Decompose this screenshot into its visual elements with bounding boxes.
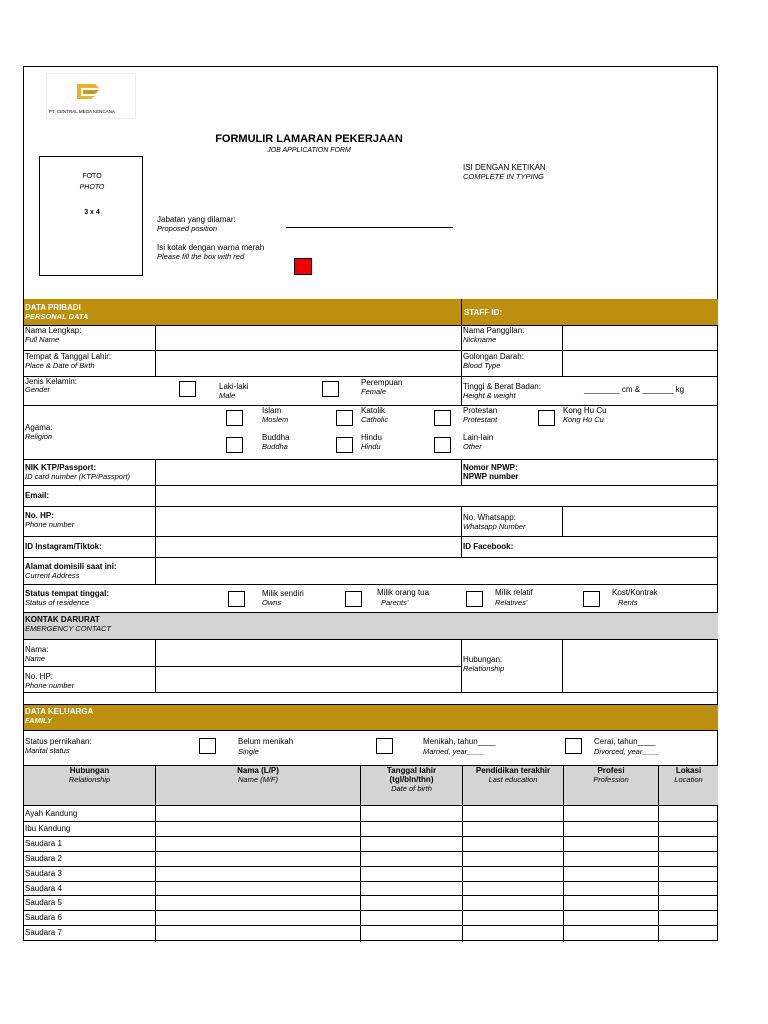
family-row-cell[interactable] xyxy=(361,881,462,895)
col-location-label-en: Location xyxy=(674,775,703,784)
col-profession-label: Profesi xyxy=(597,766,625,775)
gender-label: Jenis Kelamin: xyxy=(25,377,78,386)
family-row-cell[interactable] xyxy=(156,836,360,850)
height-weight-field[interactable]: ________ cm & _______ kg xyxy=(584,385,685,394)
nickname-label-en: Nickname xyxy=(463,335,497,344)
religion-protestan-checkbox[interactable] xyxy=(434,410,451,426)
family-row-cell[interactable] xyxy=(659,925,718,939)
photo-size: 3 x 4 xyxy=(84,209,100,216)
marital-married-label: Menikah, tahun____ xyxy=(423,737,496,746)
religion-konghucu-label-en: Kong Hu Cu xyxy=(563,415,604,424)
emergency-phone-label-en: Phone number xyxy=(25,681,75,690)
family-row-cell[interactable] xyxy=(361,866,462,880)
family-row-cell[interactable] xyxy=(156,806,360,820)
family-row-label: Saudara 5 xyxy=(25,898,62,908)
gender-male-checkbox[interactable] xyxy=(179,381,196,397)
marital-single-label: Belum menikah xyxy=(238,737,294,746)
gender-female-checkbox[interactable] xyxy=(322,381,339,397)
family-row-cell[interactable] xyxy=(156,925,360,939)
photo-label: FOTO xyxy=(82,173,102,180)
religion-protestan-label: Protestan xyxy=(463,406,498,415)
family-row-cell[interactable] xyxy=(361,821,462,835)
staff-id-label: STAFF ID: xyxy=(464,308,503,317)
full-name-label: Nama Lengkap: xyxy=(25,326,82,335)
gender-label-en: Gender xyxy=(25,385,51,394)
family-row-cell[interactable] xyxy=(659,910,718,924)
phone-label-en: Phone number xyxy=(25,520,75,529)
whatsapp-label-en: Whatsapp Number xyxy=(463,522,526,531)
family-row-cell[interactable] xyxy=(463,836,563,850)
emergency-phone-field[interactable] xyxy=(156,667,461,692)
personal-header-label-en: PERSONAL DATA xyxy=(25,312,89,321)
residence-rents-checkbox[interactable] xyxy=(583,591,600,607)
religion-buddha-label: Buddha xyxy=(262,433,290,442)
emergency-name-label-en: Name xyxy=(25,654,46,663)
col-relationship-label-en: Relationship xyxy=(68,775,111,784)
family-row-label: Saudara 7 xyxy=(25,928,62,938)
religion-hindu-checkbox[interactable] xyxy=(336,437,353,453)
family-row-cell[interactable] xyxy=(564,851,658,865)
religion-other-label: Lain-lain xyxy=(463,433,494,442)
family-row-cell[interactable] xyxy=(361,925,462,939)
family-header-label-en: FAMILY xyxy=(25,716,52,725)
family-row-cell[interactable] xyxy=(361,806,462,820)
residence-own-label: Milik sendiri xyxy=(262,589,304,598)
red-box-note-en: Please fill the box with red xyxy=(157,252,245,261)
col-location xyxy=(659,766,718,784)
col-birthdate xyxy=(361,766,462,793)
residence-label-en: Status of residence xyxy=(25,598,90,607)
residence-rents-label-en: Rents xyxy=(618,598,638,607)
instagram-field[interactable] xyxy=(156,537,461,557)
family-row-cell[interactable] xyxy=(463,866,563,880)
residence-parents-label: Milik orang tua xyxy=(377,588,430,597)
typing-note-en: COMPLETE IN TYPING xyxy=(463,172,544,181)
form-title: FORMULIR LAMARAN PEKERJAAN xyxy=(215,133,403,145)
family-row-cell[interactable] xyxy=(463,925,563,939)
family-row-label: Saudara 3 xyxy=(25,868,62,878)
family-row-cell[interactable] xyxy=(361,836,462,850)
npwp-field[interactable] xyxy=(462,460,718,485)
religion-katolik-checkbox[interactable] xyxy=(336,410,353,426)
gender-female-label: Perempuan xyxy=(361,378,403,387)
nickname-label: Nama Panggilan: xyxy=(463,326,525,335)
photo-box[interactable] xyxy=(39,156,143,276)
family-row-cell[interactable] xyxy=(564,895,658,909)
whatsapp-field[interactable] xyxy=(563,507,718,536)
blood-field[interactable] xyxy=(563,351,718,376)
family-data-header xyxy=(24,704,718,730)
col-relationship-label: Hubungan xyxy=(69,766,110,775)
position-input-line[interactable] xyxy=(286,227,453,228)
family-row-cell[interactable] xyxy=(659,851,718,865)
family-row-cell[interactable] xyxy=(564,821,658,835)
family-row-cell[interactable] xyxy=(463,851,563,865)
family-row-cell[interactable] xyxy=(156,910,360,924)
religion-konghucu-checkbox[interactable] xyxy=(538,410,555,426)
religion-konghucu-label: Kong Hu Cu xyxy=(563,406,607,415)
religion-islam-label: Islam xyxy=(262,406,282,415)
col-name-label: Nama (L/P) xyxy=(237,766,279,775)
emergency-relationship-label: Hubungan: xyxy=(463,655,503,664)
residence-parents-checkbox[interactable] xyxy=(345,591,362,607)
religion-label-en: Religion xyxy=(25,432,53,441)
emergency-contact-header xyxy=(24,613,718,639)
family-row-cell[interactable] xyxy=(659,866,718,880)
religion-hindu-label-en: Hindu xyxy=(361,442,381,451)
red-sample-box xyxy=(294,258,312,275)
application-form xyxy=(23,66,718,941)
marital-label: Status pernikahan: xyxy=(25,737,92,746)
npwp-label-en: NPWP number xyxy=(463,472,519,481)
family-row-label: Ayah Kandung xyxy=(25,809,78,818)
residence-relatives-label: Milik relatif xyxy=(495,588,533,597)
family-row-cell[interactable] xyxy=(156,851,360,865)
emergency-name-label: Nama: xyxy=(25,645,49,654)
nickname-field[interactable] xyxy=(563,326,718,350)
facebook-label: ID Facebook: xyxy=(463,542,514,551)
address-label: Alamat domisili saat ini: xyxy=(25,562,117,571)
col-location-label: Lokasi xyxy=(675,766,702,775)
red-box-note: Isi kotak dengan warna merah xyxy=(157,243,265,252)
instagram-label: ID Instagram/Tiktok: xyxy=(25,542,102,551)
birth-label-en: Place & Date of Birth xyxy=(25,361,95,370)
residence-rents-label: Kost/Kontrak xyxy=(612,588,658,597)
birth-field[interactable] xyxy=(156,351,461,376)
emergency-name-field[interactable] xyxy=(156,640,461,666)
typing-note: ISI DENGAN KETIKAN xyxy=(463,163,546,172)
position-label: Jabatan yang dilamar: xyxy=(157,215,236,224)
family-row-cell[interactable] xyxy=(156,895,360,909)
marital-divorced-label: Cerai, tahun____ xyxy=(594,737,656,746)
col-name xyxy=(156,766,360,784)
family-row-cell[interactable] xyxy=(361,910,462,924)
height-weight-label-en: Height & weight xyxy=(463,391,516,400)
family-row-cell[interactable] xyxy=(659,806,718,820)
family-row-label: Saudara 4 xyxy=(25,883,62,893)
npwp-label: Nomor NPWP: xyxy=(463,463,518,472)
marital-single-label-en: Single xyxy=(238,747,259,756)
religion-katolik-label-en: Catholic xyxy=(361,415,389,424)
col-birthdate-label: Tanggal lahir (tgl/bln/thn) xyxy=(386,766,437,784)
residence-own-label-en: Owns xyxy=(262,598,282,607)
position-label-en: Proposed position xyxy=(157,224,218,233)
blood-label: Golongan Darah: xyxy=(463,352,524,361)
facebook-field[interactable] xyxy=(462,537,718,557)
family-row-label: Saudara 6 xyxy=(25,913,62,923)
religion-protestan-label-en: Protestant xyxy=(463,415,498,424)
family-row-cell[interactable] xyxy=(361,895,462,909)
phone-label: No. HP: xyxy=(25,511,54,520)
col-profession xyxy=(564,766,658,784)
family-row-cell[interactable] xyxy=(659,895,718,909)
family-row-cell[interactable] xyxy=(659,881,718,895)
residence-own-checkbox[interactable] xyxy=(228,591,245,607)
family-row-cell[interactable] xyxy=(156,881,360,895)
religion-other-checkbox[interactable] xyxy=(434,437,451,453)
family-row-cell[interactable] xyxy=(156,821,360,835)
marital-divorced-label-en: Divorced, year____ xyxy=(594,747,660,756)
nik-label: NIK KTP/Passport: xyxy=(25,463,97,472)
col-education-label-en: Last education xyxy=(488,775,538,784)
residence-label: Status tempat tinggal: xyxy=(25,589,110,598)
nik-label-en: ID card number (KTP/Passport) xyxy=(25,472,131,481)
family-row-label: Ibu Kandung xyxy=(25,823,71,833)
phone-field[interactable] xyxy=(156,507,461,536)
family-row-cell[interactable] xyxy=(463,881,563,895)
residence-relatives-checkbox[interactable] xyxy=(466,591,483,607)
family-row-cell[interactable] xyxy=(361,851,462,865)
personal-header-label: DATA PRIBADI xyxy=(25,303,81,312)
col-relationship xyxy=(24,766,155,784)
height-weight-label: Tinggi & Berat Badan: xyxy=(463,382,541,391)
religion-label: Agama: xyxy=(25,423,53,432)
gender-female-label-en: Female xyxy=(361,387,387,396)
marital-married-checkbox[interactable] xyxy=(376,738,393,754)
religion-buddha-checkbox[interactable] xyxy=(226,437,243,453)
col-name-label-en: Name (M/F) xyxy=(238,775,278,784)
marital-label-en: Marital status xyxy=(25,746,70,755)
religion-buddha-label-en: Buddha xyxy=(262,442,288,451)
family-row-cell[interactable] xyxy=(564,925,658,939)
family-row-cell[interactable] xyxy=(659,821,718,835)
family-row-cell[interactable] xyxy=(564,881,658,895)
family-row-cell[interactable] xyxy=(564,806,658,820)
family-row-cell[interactable] xyxy=(463,910,563,924)
family-row-cell[interactable] xyxy=(156,866,360,880)
religion-islam-checkbox[interactable] xyxy=(226,410,243,426)
emergency-relationship-field[interactable] xyxy=(563,640,718,692)
personal-data-header xyxy=(24,299,718,325)
company-logo-icon xyxy=(73,82,103,100)
family-row-label: Saudara 2 xyxy=(25,853,62,863)
residence-parents-label-en: Parents' xyxy=(381,598,409,607)
marital-single-checkbox[interactable] xyxy=(199,738,216,754)
col-birthdate-label-en: Date of birth xyxy=(391,784,432,793)
gender-male-label-en: Male xyxy=(219,391,236,400)
form-subtitle: JOB APPLICATION FORM xyxy=(267,147,351,154)
family-row-cell[interactable] xyxy=(463,806,563,820)
email-label: Email: xyxy=(25,491,50,500)
emergency-relationship-label-en: Relationship xyxy=(463,664,505,673)
nik-field[interactable] xyxy=(156,460,461,485)
col-education xyxy=(463,766,563,784)
gender-male-label: Laki-laki xyxy=(219,382,249,391)
email-field[interactable] xyxy=(156,486,718,506)
full-name-label-en: Full Name xyxy=(25,335,60,344)
emergency-header-label-en: EMERGENCY CONTACT xyxy=(25,624,111,633)
emergency-phone-label: No. HP: xyxy=(25,672,54,681)
family-row-cell[interactable] xyxy=(564,866,658,880)
religion-katolik-label: Katolik xyxy=(361,406,386,415)
company-name: PT. CENTRAL MEGA KENCANA xyxy=(49,109,115,114)
marital-married-label-en: Married, year____ xyxy=(423,747,484,756)
family-row-cell[interactable] xyxy=(564,836,658,850)
col-education-label: Pendidikan terakhir xyxy=(475,766,551,775)
residence-relatives-label-en: Relatives' xyxy=(495,598,528,607)
family-row-cell[interactable] xyxy=(564,910,658,924)
photo-label-en: PHOTO xyxy=(79,184,105,191)
religion-other-label-en: Other xyxy=(463,442,482,451)
whatsapp-label: No. Whatsapp: xyxy=(463,513,516,522)
family-row-cell[interactable] xyxy=(463,895,563,909)
address-label-en: Current Address xyxy=(25,571,80,580)
family-header-label: DATA KELUARGA xyxy=(25,707,94,716)
religion-hindu-label: Hindu xyxy=(361,433,382,442)
religion-islam-label-en: Moslem xyxy=(262,415,289,424)
blood-label-en: Blood Type xyxy=(463,361,501,370)
emergency-header-label: KONTAK DARURAT xyxy=(25,615,100,624)
marital-divorced-checkbox[interactable] xyxy=(565,738,582,754)
company-logo xyxy=(46,73,136,119)
address-field[interactable] xyxy=(156,558,718,584)
family-row-cell[interactable] xyxy=(463,821,563,835)
family-row-label: Saudara 1 xyxy=(25,838,62,848)
family-row-cell[interactable] xyxy=(659,836,718,850)
col-profession-label-en: Profession xyxy=(593,775,629,784)
full-name-field[interactable] xyxy=(156,326,461,350)
birth-label: Tempat & Tanggal Lahir: xyxy=(25,352,112,361)
